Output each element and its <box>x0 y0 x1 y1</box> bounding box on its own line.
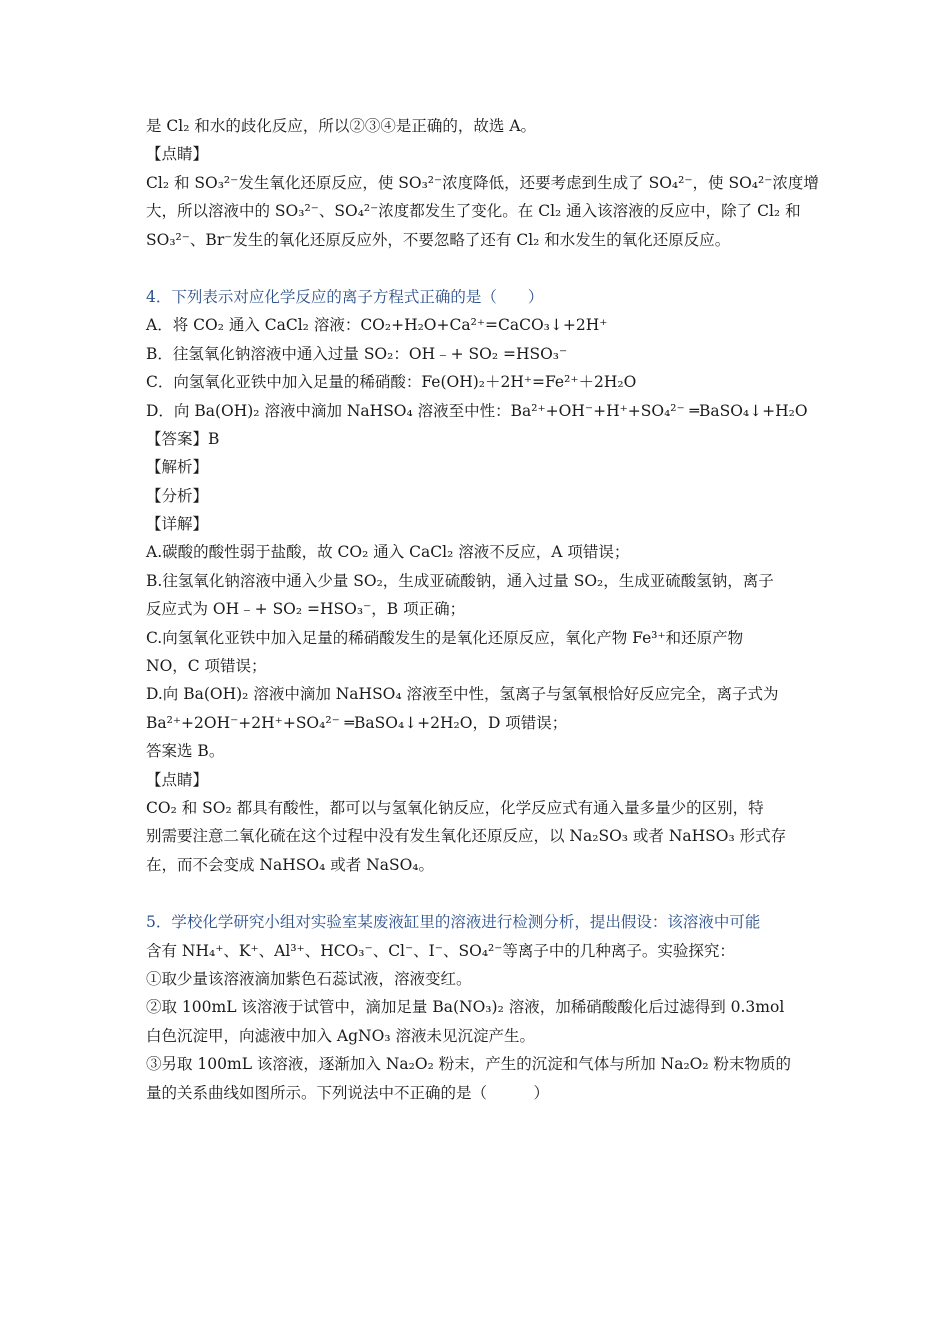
text-line: 含有 NH₄⁺、K⁺、Al³⁺、HCO₃⁻、Cl⁻、I⁻、SO₄²⁻等离子中的几种离子。实验探究： <box>146 941 735 960</box>
document-page <box>146 112 819 1107</box>
text-line: D.向 Ba(OH)₂ 溶液中滴加 NaHSO₄ 溶液至中性，氢离子与氢氧根恰好反应完全，离子式为 <box>146 685 779 704</box>
question-4-option-c: C．向氢氧化亚铁中加入足量的稀硝酸：Fe(OH)₂＋2H⁺=Fe²⁺＋2H₂O <box>146 373 637 392</box>
text-line: 在，而不会变成 NaHSO₄ 或者 NaSO₄。 <box>146 855 434 874</box>
blank-line <box>146 254 806 283</box>
text-line: CO₂ 和 SO₂ 都具有酸性，都可以与氢氧化钠反应，化学反应式有通入量多量少的区别，特 <box>146 798 764 817</box>
text-line: SO₃²⁻、Br⁻发生的氧化还原反应外，不要忽略了还有 Cl₂ 和水发生的氧化还原反应。 <box>146 230 731 249</box>
text-line: 大，所以溶液中的 SO₃²⁻、SO₄²⁻浓度都发生了变化。在 Cl₂ 通入该溶液的反应中，除了 Cl₂ 和 <box>146 202 801 221</box>
text-line: NO，C 项错误； <box>146 657 267 676</box>
blank-line <box>146 879 806 908</box>
detail-heading: 【详解】 <box>146 515 209 534</box>
question-4-stem: 4．下列表示对应化学反应的离子方程式正确的是（ ） <box>146 287 544 306</box>
text-line: C.向氢氧化亚铁中加入足量的稀硝酸发生的是氧化还原反应，氧化产物 Fe³⁺和还原产物 <box>146 628 744 647</box>
section-heading-dianjing: 【点睛】 <box>146 770 209 789</box>
answer-label: 【答案】B <box>146 429 220 448</box>
text-line: Ba²⁺+2OH⁻+2H⁺+SO₄²⁻ ═BaSO₄↓+2H₂O，D 项错误； <box>146 713 568 732</box>
question-4-option-a: A．将 CO₂ 通入 CaCl₂ 溶液：CO₂+H₂O+Ca²⁺=CaCO₃↓+2H⁺ <box>146 316 608 335</box>
text-line: A.碳酸的酸性弱于盐酸，故 CO₂ 通入 CaCl₂ 溶液不反应，A 项错误； <box>146 543 630 562</box>
text-line: Cl₂ 和 SO₃²⁻发生氧化还原反应，使 SO₃²⁻浓度降低，还要考虑到生成了 SO₄²⁻，使 SO₄²⁻浓度增 <box>146 173 819 192</box>
experiment-step-2: ②取 100mL 该溶液于试管中，滴加足量 Ba(NO₃)₂ 溶液，加稀硝酸酸化后过滤得到 0.3mol <box>146 998 785 1017</box>
text-line: 量的关系曲线如图所示。下列说法中不正确的是（ ） <box>146 1083 550 1102</box>
text-line: 答案选 B。 <box>146 742 225 761</box>
analysis-heading: 【解析】 <box>146 458 209 477</box>
text-line: 别需要注意二氧化硫在这个过程中没有发生氧化还原反应，以 Na₂SO₃ 或者 NaHSO₃ 形式存 <box>146 827 787 846</box>
experiment-step-3: ③另取 100mL 该溶液，逐渐加入 Na₂O₂ 粉末，产生的沉淀和气体与所加 Na₂O₂ 粉末物质的 <box>146 1055 792 1074</box>
text-line: 白色沉淀甲，向滤液中加入 AgNO₃ 溶液未见沉淀产生。 <box>146 1026 535 1045</box>
text-line: B.往氢氧化钠溶液中通入少量 SO₂，生成亚硫酸钠，通入过量 SO₂，生成亚硫酸氢钠，离子 <box>146 571 774 590</box>
experiment-step-1: ①取少量该溶液滴加紫色石蕊试液，溶液变红。 <box>146 969 472 988</box>
section-heading-dianjing: 【点睛】 <box>146 145 209 164</box>
question-5-stem: 5．学校化学研究小组对实验室某废液缸里的溶液进行检测分析，提出假设：该溶液中可能 <box>146 913 761 932</box>
text-line: 反应式为 OH﹣+ SO₂ =HSO₃⁻，B 项正确； <box>146 600 466 619</box>
text-line: 是 Cl₂ 和水的歧化反应，所以②③④是正确的，故选 A。 <box>146 117 537 135</box>
question-4-option-d: D．向 Ba(OH)₂ 溶液中滴加 NaHSO₄ 溶液至中性：Ba²⁺+OH⁻+H⁺+SO₄²⁻ ═BaSO₄↓+H₂O <box>146 401 808 420</box>
question-4-option-b: B．往氢氧化钠溶液中通入过量 SO₂：OH﹣+ SO₂ =HSO₃⁻ <box>146 344 568 363</box>
fenxi-heading: 【分析】 <box>146 486 209 505</box>
